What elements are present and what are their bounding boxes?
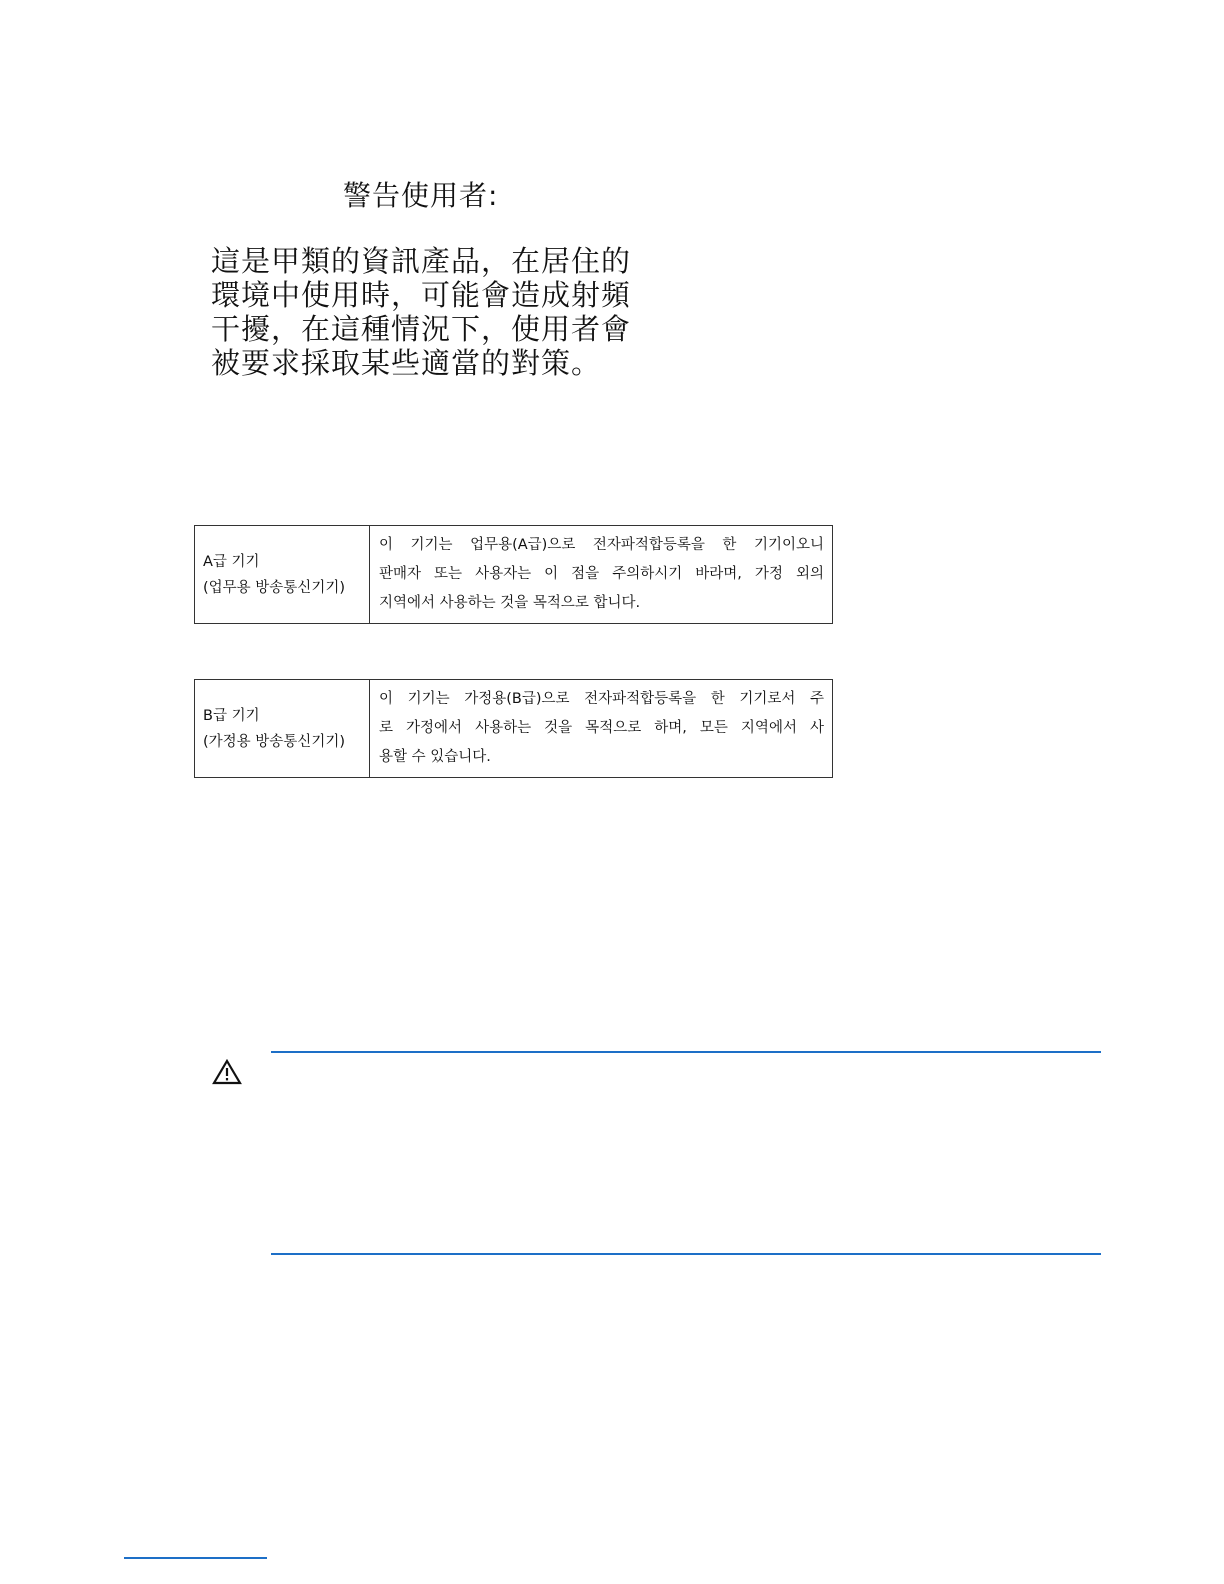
warning-rule-top [271, 1051, 1101, 1053]
bsmi-line: 這是甲類的資訊產品，在居住的 [211, 244, 632, 278]
class-a-sublabel: (업무용 방송통신기기) [203, 579, 345, 596]
bsmi-warning-notice [207, 158, 632, 390]
footnote-rule [124, 1557, 267, 1559]
class-a-text-cell [370, 526, 832, 623]
warning-rule-bottom [271, 1253, 1101, 1255]
bsmi-line: 環境中使用時，可能會造成射頻 [211, 278, 632, 312]
bsmi-line: 干擾，在這種情況下，使用者會 [211, 312, 632, 346]
class-b-label: B급 기기 [203, 707, 260, 724]
warning-triangle-icon [212, 1059, 242, 1085]
class-a-text-line: 판매자 또는 사용자는 이 점을 주의하시기 바라며, 가정 외의 [379, 566, 824, 582]
class-b-sublabel: (가정용 방송통신기기) [203, 733, 345, 750]
class-b-text-line: 로 가정에서 사용하는 것을 목적으로 하며, 모든 지역에서 사 [379, 720, 824, 736]
class-a-label-cell [195, 526, 370, 623]
class-b-label-cell [195, 680, 370, 777]
bsmi-line: 被要求採取某些適當的對策。 [211, 346, 602, 380]
class-b-text-line: 용할 수 있습니다. [379, 749, 491, 765]
class-a-text-line: 지역에서 사용하는 것을 목적으로 합니다. [379, 595, 641, 611]
korean-class-b-table [194, 679, 833, 778]
class-b-text-cell [370, 680, 832, 777]
class-a-text-line: 이 기기는 업무용(A급)으로 전자파적합등록을 한 기기이오니 [379, 537, 824, 553]
bsmi-body [211, 244, 632, 380]
korean-class-a-table [194, 525, 833, 624]
class-a-label: A급 기기 [203, 553, 260, 570]
bsmi-title: 警告使用者: [343, 179, 499, 212]
class-b-text-line: 이 기기는 가정용(B급)으로 전자파적합등록을 한 기기로서 주 [379, 691, 824, 707]
